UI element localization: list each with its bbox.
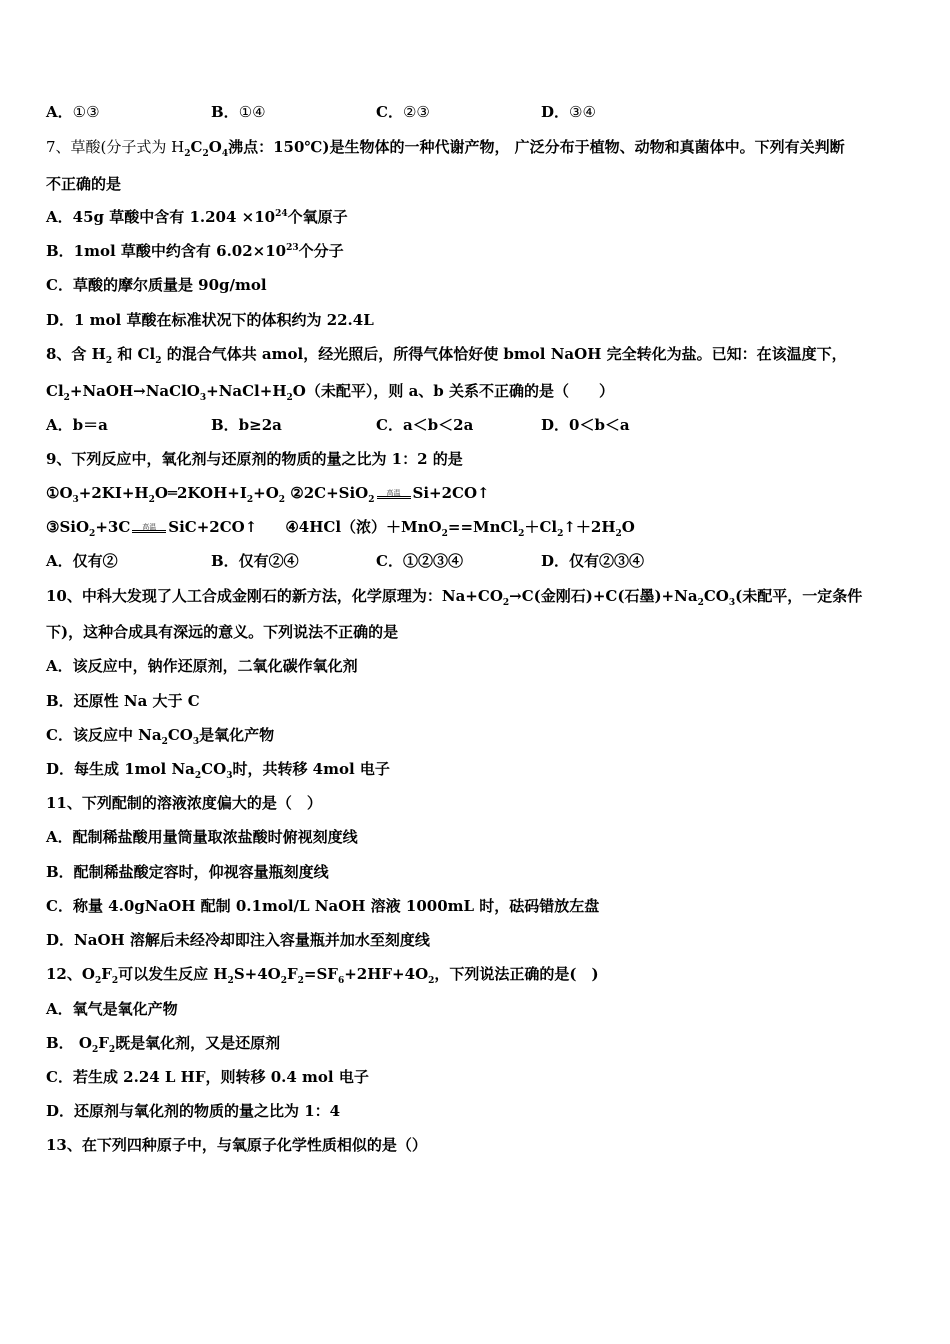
q9-option-d[interactable]: D．仅有②③④ (541, 552, 645, 570)
q9-reactions-1: $①O_3+2KI+H_2O═2KOH+I_2+O_2$ ②2C+SiO$_2$ 高温 Si+2CO↑ (46, 484, 490, 505)
q6-option-a[interactable]: A．①③ (46, 103, 100, 121)
q10-option-d[interactable]: D．每生成 1mol $Na_2CO_3$时，共转移 4mol 电子 (46, 760, 390, 781)
q7-option-b[interactable]: B．1mol 草酸中约含有 $6.02\times 10^{23}$个分子 (46, 242, 344, 260)
q11-option-b[interactable]: B．配制稀盐酸定容时，仰视容量瓶刻度线 (46, 863, 329, 881)
q9-stem: 9、下列反应中，氧化剂与还原剂的物质的量之比为 1：2 的是 (46, 450, 463, 468)
q12-option-a[interactable]: A．氧气是氧化产物 (46, 1000, 178, 1018)
q11-stem: 11、下列配制的溶液浓度偏大的是（ ） (46, 794, 322, 812)
q6-option-d[interactable]: D．③④ (541, 103, 596, 121)
q6-options (46, 102, 910, 122)
q12-option-d[interactable]: D．还原剂与氧化剂的物质的量之比为 1：4 (46, 1102, 341, 1120)
q6-option-c[interactable]: C．②③ (376, 103, 430, 121)
q11-option-a[interactable]: A．配制稀盐酸用量筒量取浓盐酸时俯视刻度线 (46, 828, 358, 846)
q8-option-c[interactable]: C．a＜b＜2a (376, 416, 474, 434)
q7-option-d[interactable]: D．1 mol 草酸在标准状况下的体积约为 22.4L (46, 311, 374, 329)
q7-option-a[interactable]: A．45g 草酸中含有 $1.204 \times 10^{24}$个氧原子 (46, 208, 348, 226)
q10-stem-cont: 下)，这种合成具有深远的意义。下列说法不正确的是 (46, 623, 399, 641)
q10-stem: 10、中科大发现了人工合成金刚石的新方法，化学原理为：$Na+CO_2\to C$(金刚石)+C(石墨)$+Na_2CO_3$(未配平，一定条件 (46, 587, 863, 608)
q11-option-c[interactable]: C．称量 4.0gNaOH 配制 0.1mol/L NaOH 溶液 1000mL 时，砝码错放左盘 (46, 897, 600, 915)
q9-reactions-2: ③SiO$_2$+3C 高温 SiC+2CO↑ ④4HCl（浓）$+MnO_2==MnCl_2+Cl_2↑+2H_2O$ (46, 518, 635, 539)
q9-option-c[interactable]: C．①②③④ (376, 552, 463, 570)
q8-option-d[interactable]: D．0＜b＜a (541, 416, 630, 434)
q7-stem-cont: 不正确的是 (46, 175, 122, 193)
q13-stem: 13、在下列四种原子中，与氧原子化学性质相似的是（） (46, 1136, 427, 1154)
reaction-condition-arrow: 高温 (130, 521, 168, 535)
q12-stem: 12、$O_2F_2$可以发生反应 $H_2S+4O_2F_2=SF_6+2HF+4O_2$，下列说法正确的是( ) (46, 965, 599, 986)
reaction-condition-arrow: 高温 (375, 487, 413, 501)
q12-option-c[interactable]: C．若生成 2.24 L HF，则转移 0.4 mol 电子 (46, 1068, 369, 1086)
q10-option-a[interactable]: A．该反应中，钠作还原剂，二氧化碳作氧化剂 (46, 657, 358, 675)
q6-option-b[interactable]: B．①④ (211, 103, 266, 121)
q8-stem: 8、含 $H_2$ 和 $Cl_2$ 的混合气体共 amol，经光照后，所得气体恰好使 bmol NaOH 完全转化为盐。已知：在该温度下， (46, 345, 847, 366)
q12-option-b[interactable]: B． $O_2F_2$既是氧化剂，又是还原剂 (46, 1034, 281, 1055)
q7-stem: 7、草酸(分子式为 $H_2C_2O_4$沸点：150℃)是生物体的一种代谢产物， 广泛分布于植物、动物和真菌体中。下列有关判断 (46, 138, 845, 159)
q8-equation: $Cl_2+NaOH\to NaClO_3+NaCl+H_2O$（未配平），则 a、b 关系不正确的是（ ） (46, 382, 615, 403)
q8-option-b[interactable]: B．b≥2a (211, 416, 282, 434)
q9-option-b[interactable]: B．仅有②④ (211, 552, 299, 570)
q11-option-d[interactable]: D．NaOH 溶解后未经冷却即注入容量瓶并加水至刻度线 (46, 931, 430, 949)
q8-options (46, 415, 910, 435)
q9-options (46, 551, 910, 571)
q8-option-a[interactable]: A．b＝a (46, 416, 108, 434)
q10-option-b[interactable]: B．还原性 Na 大于 C (46, 692, 200, 710)
q7-option-c[interactable]: C．草酸的摩尔质量是 90g/mol (46, 276, 267, 294)
q10-option-c[interactable]: C．该反应中 $Na_2CO_3$是氧化产物 (46, 726, 275, 747)
q9-option-a[interactable]: A．仅有② (46, 552, 118, 570)
